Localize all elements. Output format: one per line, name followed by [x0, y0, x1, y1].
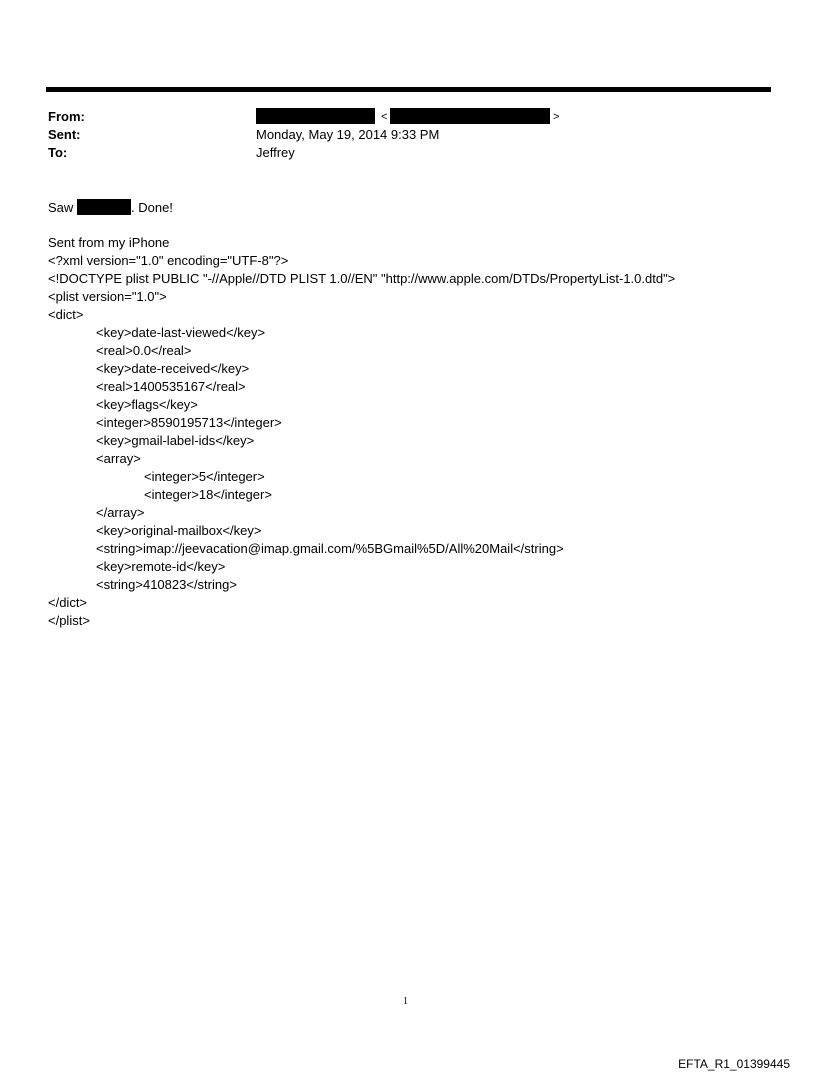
key-remote-id: <key>remote-id</key> [96, 559, 226, 574]
key-date-received: <key>date-received</key> [96, 361, 250, 376]
redacted-sender-email [390, 108, 550, 124]
key-flags: <key>flags</key> [96, 397, 198, 412]
plist-doctype: <!DOCTYPE plist PUBLIC "-//Apple//DTD PLIST 1.0//EN" "http://www.apple.com/DTDs/PropertyList-1.0.dtd"> [48, 271, 676, 286]
plist-open-tag: <plist version="1.0"> [48, 289, 167, 304]
dict-close-tag: </dict> [48, 595, 88, 610]
header-divider-rule [46, 87, 771, 92]
integer-flags: <integer>8590195713</integer> [96, 415, 282, 430]
to-label: To: [48, 145, 68, 160]
sent-label: Sent: [48, 127, 81, 142]
message-signature: Sent from my iPhone [48, 235, 170, 250]
message-saw-prefix: Saw [48, 200, 74, 215]
plist-xml-declaration: <?xml version="1.0" encoding="UTF-8"?> [48, 253, 289, 268]
page-number: 1 [403, 996, 408, 1007]
redacted-sender-name [256, 108, 375, 124]
string-remote-id: <string>410823</string> [96, 577, 237, 592]
key-original-mailbox: <key>original-mailbox</key> [96, 523, 262, 538]
real-date-last-viewed: <real>0.0</real> [96, 343, 192, 358]
integer-label-18: <integer>18</integer> [144, 487, 272, 502]
key-date-last-viewed: <key>date-last-viewed</key> [96, 325, 266, 340]
from-open-bracket: < [381, 111, 388, 123]
plist-close-tag: </plist> [48, 613, 90, 628]
array-open-tag: <array> [96, 451, 141, 466]
string-original-mailbox: <string>imap://jeevacation@imap.gmail.com/%5BGmail%5D/All%20Mail</string> [96, 541, 564, 556]
bates-number: EFTA_R1_01399445 [678, 1057, 790, 1071]
integer-label-5: <integer>5</integer> [144, 469, 265, 484]
dict-open-tag: <dict> [48, 307, 84, 322]
to-value: Jeffrey [256, 145, 295, 160]
key-gmail-label-ids: <key>gmail-label-ids</key> [96, 433, 255, 448]
from-close-bracket: > [553, 111, 560, 123]
real-date-received: <real>1400535167</real> [96, 379, 246, 394]
message-saw-suffix: . Done! [131, 200, 173, 215]
sent-value: Monday, May 19, 2014 9:33 PM [256, 127, 440, 142]
array-close-tag: </array> [96, 505, 145, 520]
from-label: From: [48, 109, 85, 124]
redacted-name-in-body [77, 199, 131, 215]
